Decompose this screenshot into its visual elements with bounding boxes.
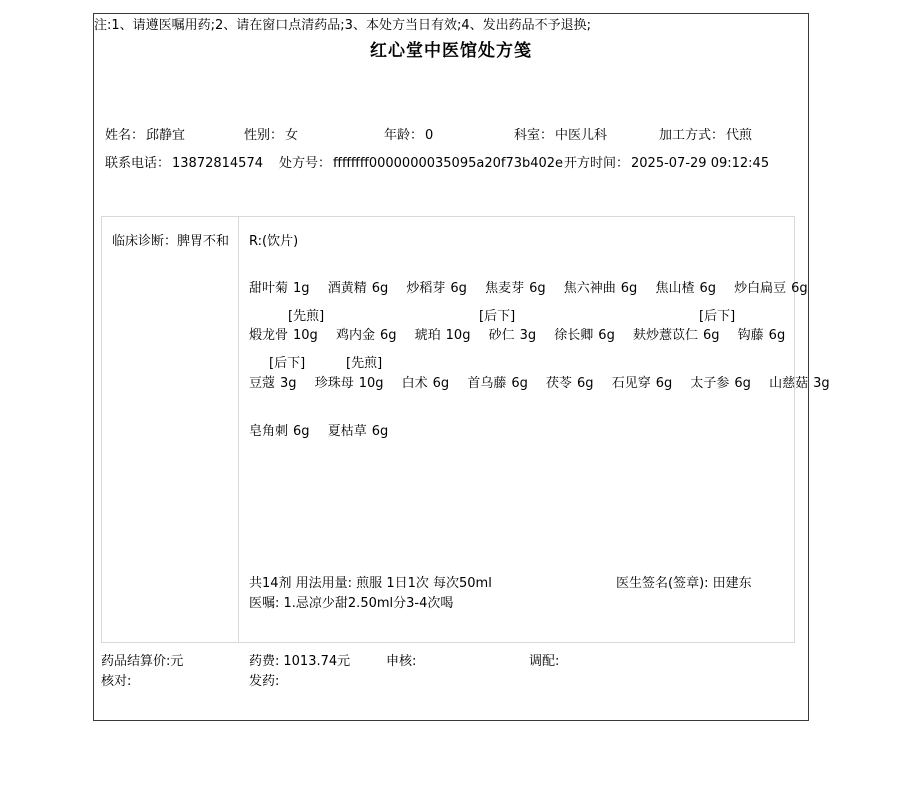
medicine-dose: 6g xyxy=(293,424,310,439)
prescription-number-value: ffffffff0000000035095a20f73b402e xyxy=(333,156,564,171)
medicine-item xyxy=(315,376,384,391)
diagnosis-cell xyxy=(102,217,239,642)
medicine-dose: 6g xyxy=(379,328,397,343)
medicine-name: 酒黄精 xyxy=(327,281,367,296)
medicine-name: 焦麦芽 xyxy=(485,281,525,296)
dispense-label: 调配: xyxy=(529,654,560,669)
medicine-dose: 6g xyxy=(371,281,389,296)
department-field xyxy=(514,124,607,143)
medicine-item xyxy=(734,281,808,296)
medicine-dose: 6g xyxy=(432,376,450,391)
medicine-item xyxy=(415,328,471,343)
patient-age-field xyxy=(384,124,433,143)
medicine-dose: 6g xyxy=(791,281,808,296)
decoction-label: [后下] xyxy=(269,356,306,371)
patient-name-label: 姓名： xyxy=(105,128,145,143)
diagnosis-field xyxy=(112,230,229,249)
footer-note: 注:1、请遵医嘱用药;2、请在窗口点清药品;3、本处方当日有效;4、发出药品不予退换; xyxy=(94,18,591,33)
medicine-dose: 6g xyxy=(577,376,594,391)
diagnosis-label: 临床诊断： xyxy=(112,234,178,249)
medicine-name: 豆蔻 xyxy=(249,376,276,391)
medicine-item xyxy=(633,328,720,343)
decoction-label: [先煎] xyxy=(346,356,383,371)
settlement-price-value: 元 xyxy=(170,654,184,669)
medicine-item xyxy=(655,281,716,296)
medicine-line-2 xyxy=(249,324,790,343)
medicine-dose: 6g xyxy=(734,376,751,391)
medicine-name: 石见穿 xyxy=(611,376,651,391)
medicine-dose: 6g xyxy=(620,281,638,296)
prescribe-time-label: 开方时间： xyxy=(564,156,630,171)
medicine-item xyxy=(336,328,397,343)
medicine-name: 麸炒薏苡仁 xyxy=(632,328,698,343)
patient-age-value: 0 xyxy=(425,128,434,143)
medicine-name: 夏枯草 xyxy=(327,424,367,439)
patient-gender-label: 性别： xyxy=(244,128,284,143)
page-title: 红心堂中医馆处方笺 xyxy=(370,41,532,61)
prescription-box xyxy=(101,216,830,643)
patient-name-field xyxy=(105,124,185,143)
medicine-item xyxy=(485,281,546,296)
medicine-name: 琥珀 xyxy=(414,328,441,343)
diagnosis-value: 脾胃不和 xyxy=(177,234,230,249)
decoction-label: [先煎] xyxy=(288,309,325,324)
medicine-dose: 6g xyxy=(511,376,528,391)
medicine-dose: 6g xyxy=(529,281,546,296)
check-label: 核对: xyxy=(101,674,132,689)
medicine-line-3 xyxy=(249,372,830,391)
patient-gender-field xyxy=(244,124,298,143)
medicine-item xyxy=(546,376,594,391)
medicine-item xyxy=(612,376,673,391)
decoction-label: [后下] xyxy=(479,309,516,324)
prescription-number-label: 处方号： xyxy=(279,156,332,171)
decoction-label: [后下] xyxy=(699,309,736,324)
issue-field xyxy=(249,670,279,689)
medicine-dose: 6g xyxy=(702,328,720,343)
medicine-dose: 6g xyxy=(598,328,615,343)
prescription-sheet xyxy=(93,13,830,721)
medicine-line-1 xyxy=(249,277,808,296)
patient-age-label: 年龄： xyxy=(384,128,424,143)
phone-field xyxy=(105,152,263,171)
medicine-item xyxy=(249,328,318,343)
usage-dosage-text: 共14剂 用法用量: 煎服 1日1次 每次50ml xyxy=(249,576,492,591)
medicine-name: 山慈菇 xyxy=(769,376,809,391)
medicine-name: 珍珠母 xyxy=(314,376,354,391)
medicine-item xyxy=(249,281,310,296)
medicine-dose: 3g xyxy=(519,328,537,343)
medicine-name: 首乌藤 xyxy=(467,376,507,391)
doctor-advice-text: 医嘱: 1.忌凉少甜2.50ml分3-4次喝 xyxy=(249,596,454,611)
medicine-fee-field xyxy=(249,650,350,669)
medicine-name: 砂仁 xyxy=(488,328,515,343)
medicine-item xyxy=(406,281,467,296)
medicine-name: 钩藤 xyxy=(737,328,764,343)
medicine-name: 炒白扁豆 xyxy=(734,281,787,296)
settlement-price-field xyxy=(101,650,183,669)
medicine-item xyxy=(249,376,297,391)
medicine-item xyxy=(467,376,528,391)
medicine-dose: 3g xyxy=(280,376,297,391)
medicine-item xyxy=(554,328,615,343)
medicine-name: 鸡内金 xyxy=(335,328,375,343)
medicine-dose: 6g xyxy=(768,328,786,343)
medicine-dose: 6g xyxy=(371,424,389,439)
settlement-price-label: 药品结算价: xyxy=(101,654,171,669)
department-value: 中医儿科 xyxy=(555,128,608,143)
medicine-dose: 10g xyxy=(445,328,471,343)
dispense-field xyxy=(529,650,559,669)
medicine-name: 皂角刺 xyxy=(249,424,289,439)
medicine-dose: 1g xyxy=(293,281,310,296)
medicine-fee-value: 1013.74元 xyxy=(283,654,351,669)
medicine-dose: 10g xyxy=(293,328,318,343)
prescribe-time-field xyxy=(564,152,769,171)
processing-method-field xyxy=(659,124,752,143)
medicine-dose: 6g xyxy=(699,281,716,296)
medicine-item xyxy=(489,328,537,343)
medicine-fee-label: 药费: xyxy=(249,654,280,669)
prescription-content-cell xyxy=(239,217,830,642)
patient-gender-value: 女 xyxy=(285,128,299,143)
check-field xyxy=(101,670,131,689)
medicine-item xyxy=(690,376,751,391)
medicine-item xyxy=(402,376,450,391)
prescribe-time-value: 2025-07-29 09:12:45 xyxy=(631,156,770,171)
medicine-name: 煅龙骨 xyxy=(249,328,289,343)
medicine-line-4 xyxy=(249,420,790,439)
medicine-name: 炒稻芽 xyxy=(406,281,446,296)
review-field xyxy=(386,650,416,669)
issue-label: 发药: xyxy=(249,674,280,689)
review-label: 申核: xyxy=(386,654,417,669)
doctor-signature: 医生签名(签章): 田建东 xyxy=(616,576,752,591)
medicine-dose: 6g xyxy=(450,281,467,296)
medicine-item xyxy=(249,424,310,439)
medicine-name: 焦六神曲 xyxy=(563,281,616,296)
department-label: 科室： xyxy=(514,128,554,143)
medicine-name: 甜叶菊 xyxy=(249,281,289,296)
medicine-dose: 10g xyxy=(358,376,384,391)
medicine-item xyxy=(738,328,786,343)
medicine-name: 白术 xyxy=(401,376,428,391)
medicine-dose: 3g xyxy=(813,376,830,391)
medicine-name: 太子参 xyxy=(690,376,730,391)
medicine-name: 徐长卿 xyxy=(554,328,594,343)
phone-value: 13872814574 xyxy=(172,156,263,171)
medicine-item xyxy=(769,376,830,391)
rx-header: R:(饮片) xyxy=(249,234,299,249)
medicine-name: 焦山楂 xyxy=(655,281,695,296)
medicine-item xyxy=(328,424,389,439)
medicine-item xyxy=(564,281,638,296)
prescription-number-field xyxy=(279,152,563,171)
processing-method-label: 加工方式： xyxy=(659,128,725,143)
medicine-name: 茯苓 xyxy=(546,376,573,391)
patient-name-value: 邱静宜 xyxy=(146,128,186,143)
medicine-item xyxy=(328,281,389,296)
medicine-dose: 6g xyxy=(655,376,673,391)
phone-label: 联系电话： xyxy=(105,156,171,171)
processing-method-value: 代煎 xyxy=(726,128,753,143)
